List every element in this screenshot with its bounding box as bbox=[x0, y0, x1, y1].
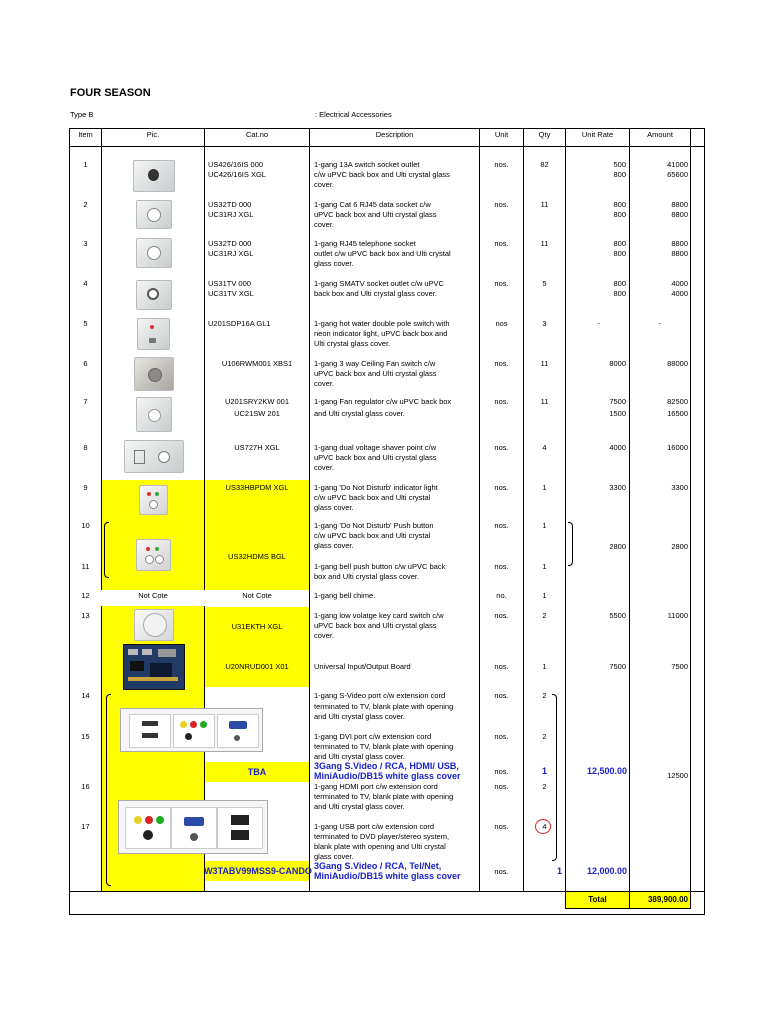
col-header-unit: Unit bbox=[494, 130, 509, 139]
row3-unit: nos. bbox=[494, 239, 509, 248]
row1-amount2: 65600 bbox=[667, 170, 688, 179]
col-header-catno: Cat.no bbox=[245, 130, 269, 139]
row14-desc-line3: and Ulti crystal glass cover. bbox=[314, 712, 405, 721]
row3-qty: 11 bbox=[540, 239, 549, 248]
row9-desc-line1: 1-gang 'Do Not Disturb' indicator light bbox=[314, 483, 438, 492]
row2-rate2: 800 bbox=[613, 210, 626, 219]
row12-pic: Not Cote bbox=[138, 591, 168, 600]
av-plate-w3-image bbox=[118, 800, 268, 854]
row14-qty: 2 bbox=[542, 691, 547, 700]
row3-amount1: 8800 bbox=[671, 239, 688, 248]
row16-item: 16 bbox=[81, 782, 90, 791]
w3-desc-line1: 3Gang S.Video / RCA, Tel/Net, bbox=[314, 861, 442, 871]
row11-qty: 1 bbox=[542, 562, 547, 571]
row14-desc-line2: terminated to TV, blank plate with opening bbox=[314, 702, 454, 711]
row17-desc-line4: glass cover. bbox=[314, 852, 354, 861]
row11-desc-line1: 1-gang bell push button c/w uPVC back bbox=[314, 562, 446, 571]
row5-qty: 3 bbox=[542, 319, 547, 328]
row5-item: 5 bbox=[83, 319, 88, 328]
row3-rate1: 800 bbox=[613, 239, 626, 248]
row12-item: 12 bbox=[81, 591, 90, 600]
row6-unit: nos. bbox=[494, 359, 509, 368]
io-board-image bbox=[123, 644, 185, 690]
row9-desc-line2: c/w uPVC back box and Ulti crystal bbox=[314, 493, 431, 502]
row2-rate1: 800 bbox=[613, 200, 626, 209]
row6-amount1: 88000 bbox=[667, 359, 688, 368]
av-plate-tba-image bbox=[120, 708, 263, 752]
row6-item: 6 bbox=[83, 359, 88, 368]
data-socket-image bbox=[136, 200, 172, 229]
row2-cat-line1: US32TD 000 bbox=[208, 200, 252, 209]
row1-item: 1 bbox=[83, 160, 88, 169]
row15-qty: 2 bbox=[542, 732, 547, 741]
w3-qty: 1 bbox=[556, 866, 562, 876]
row10-11-left-brace bbox=[104, 522, 109, 578]
row17-item: 17 bbox=[81, 822, 90, 831]
col-header-amount: Amount bbox=[647, 130, 673, 139]
row8-rate1: 4000 bbox=[609, 443, 626, 452]
w3-cat: W3TABV99MSS9-CANDO bbox=[204, 866, 312, 876]
row6-cat-line1: U106RWM001 XBS1 bbox=[221, 359, 293, 368]
io-board-cat: U20NRUD001 X01 bbox=[225, 662, 289, 671]
w3-rate: 12,000.00 bbox=[587, 866, 628, 876]
row4-unit: nos. bbox=[494, 279, 509, 288]
row8-desc-line3: cover. bbox=[314, 463, 335, 472]
row1-qty: 82 bbox=[540, 160, 549, 169]
row11-unit: nos. bbox=[494, 562, 509, 571]
socket-outlet-image bbox=[133, 160, 175, 192]
w3-desc-line2: MiniAudio/DB15 white glass cover bbox=[314, 871, 461, 881]
row11-item: 11 bbox=[81, 562, 90, 571]
total-label: Total bbox=[588, 895, 607, 904]
row2-cat-line2: UC31RJ XGL bbox=[208, 210, 254, 219]
row10-desc-line1: 1-gang 'Do Not Disturb' Push button bbox=[314, 521, 434, 530]
row10-desc-line2: c/w uPVC back box and Ulti crystal bbox=[314, 531, 431, 540]
row10-item: 10 bbox=[81, 521, 90, 530]
row17-desc-line1: 1-gang USB port c/w extension cord bbox=[314, 822, 435, 831]
row5-desc-line1: 1-gang hot water double pole switch with bbox=[314, 319, 450, 328]
col-header-pic: Pic. bbox=[146, 130, 160, 139]
rows14-17-left-brace bbox=[106, 694, 111, 886]
row6-desc-line1: 1-gang 3 way Ceiling Fan switch c/w bbox=[314, 359, 436, 368]
row1-amount1: 41000 bbox=[667, 160, 688, 169]
row4-cat-line2: UC31TV XGL bbox=[208, 289, 254, 298]
row17-qty: 4 bbox=[542, 822, 547, 831]
row6-rate1: 8000 bbox=[609, 359, 626, 368]
row15-desc-line2: terminated to TV, blank plate with opening bbox=[314, 742, 454, 751]
row4-desc-line2: back box and Ulti crystal glass cover. bbox=[314, 289, 437, 298]
fan-regulator-image bbox=[136, 397, 172, 432]
row7-item: 7 bbox=[83, 397, 88, 406]
row4-item: 4 bbox=[83, 279, 88, 288]
row4-cat-line1: US31TV 000 bbox=[208, 279, 251, 288]
row2-desc-line3: cover. bbox=[314, 220, 335, 229]
row5-cat-line1: U201SDP16A GL1 bbox=[208, 319, 271, 328]
row4-rate2: 800 bbox=[613, 289, 626, 298]
row9-desc-line3: glass cover. bbox=[314, 503, 354, 512]
io-board-rate: 7500 bbox=[609, 662, 626, 671]
row7-cat-line2: UC21SW 201 bbox=[234, 409, 280, 418]
type-label: Type B bbox=[70, 110, 94, 119]
row2-amount1: 8800 bbox=[671, 200, 688, 209]
row6-desc-line3: cover. bbox=[314, 379, 335, 388]
io-board-qty: 1 bbox=[542, 662, 547, 671]
row13-qty: 2 bbox=[542, 611, 547, 620]
row17-desc-line2: terminated to DVD player/stereo system, bbox=[314, 832, 450, 841]
row10-desc-line3: glass cover. bbox=[314, 541, 354, 550]
row5-desc-line3: Ulti crystal glass cover. bbox=[314, 339, 391, 348]
row9-qty: 1 bbox=[542, 483, 547, 492]
row2-qty: 11 bbox=[540, 200, 549, 209]
row10-11-amount: 2800 bbox=[671, 542, 688, 551]
row15-item: 15 bbox=[81, 732, 90, 741]
row14-item: 14 bbox=[81, 691, 90, 700]
row7-amount1: 82500 bbox=[667, 397, 688, 406]
row14-unit: nos. bbox=[494, 691, 509, 700]
row9-amount1: 3300 bbox=[671, 483, 688, 492]
telephone-socket-image bbox=[136, 238, 172, 268]
row3-rate2: 800 bbox=[613, 249, 626, 258]
row1-cat-line2: UC426/16IS XGL bbox=[208, 170, 266, 179]
row3-item: 3 bbox=[83, 239, 88, 248]
row2-amount2: 8800 bbox=[671, 210, 688, 219]
tba-unit: nos. bbox=[494, 767, 509, 776]
row13-desc-line2: uPVC back box and Ulti crystal glass bbox=[314, 621, 437, 630]
tba-qty: 1 bbox=[541, 766, 547, 776]
tba-amount: 12500 bbox=[667, 771, 688, 780]
io-board-amount: 7500 bbox=[671, 662, 688, 671]
row3-desc-line1: 1-gang RJ45 telephone socket bbox=[314, 239, 416, 248]
tba-desc-line1: 3Gang S.Video / RCA, HDMI/ USB, bbox=[314, 761, 459, 771]
row12-desc-line1: 1-gang bell chime. bbox=[314, 591, 376, 600]
row7-rate2: 1500 bbox=[609, 409, 626, 418]
double-pole-switch-image bbox=[137, 318, 170, 350]
row10-11-rate: 2800 bbox=[609, 542, 626, 551]
row1-cat-line1: US426/16IS 000 bbox=[208, 160, 264, 169]
row2-item: 2 bbox=[83, 200, 88, 209]
row4-amount2: 4000 bbox=[671, 289, 688, 298]
row9-unit: nos. bbox=[494, 483, 509, 492]
row10-unit: nos. bbox=[494, 521, 509, 530]
row8-desc-line1: 1-gang dual voltage shaver point c/w bbox=[314, 443, 437, 452]
row1-desc-line1: 1-gang 13A switch socket outlet bbox=[314, 160, 420, 169]
key-card-switch-image bbox=[134, 609, 174, 641]
row1-rate1: 500 bbox=[613, 160, 626, 169]
row6-desc-line2: uPVC back box and Ulti crystal glass bbox=[314, 369, 437, 378]
row2-unit: nos. bbox=[494, 200, 509, 209]
row4-desc-line1: 1-gang SMATV socket outlet c/w uPVC bbox=[314, 279, 444, 288]
row13-cat: U31EKTH XGL bbox=[231, 622, 283, 631]
row2-desc-line2: uPVC back box and Ulti crystal glass bbox=[314, 210, 437, 219]
row16-qty: 2 bbox=[542, 782, 547, 791]
row7-qty: 11 bbox=[540, 397, 549, 406]
col-header-unit-rate: Unit Rate bbox=[581, 130, 614, 139]
row13-amount1: 11000 bbox=[667, 611, 688, 620]
row13-desc-line3: cover. bbox=[314, 631, 335, 640]
row8-item: 8 bbox=[83, 443, 88, 452]
rows14-17-right-brace bbox=[552, 694, 557, 861]
row1-desc-line2: c/w uPVC back box and Ulti crystal glass bbox=[314, 170, 450, 179]
row3-desc-line3: glass cover. bbox=[314, 259, 354, 268]
row16-desc-line3: and Ulti crystal glass cover. bbox=[314, 802, 405, 811]
row7-desc-line2: and Ulti crystal glass cover. bbox=[314, 409, 405, 418]
row2-desc-line1: 1-gang Cat 6 RJ45 data socket c/w bbox=[314, 200, 431, 209]
row15-unit: nos. bbox=[494, 732, 509, 741]
document-title: FOUR SEASON bbox=[70, 87, 151, 99]
col-header-item: Item bbox=[78, 130, 93, 139]
row4-amount1: 4000 bbox=[671, 279, 688, 288]
row13-item: 13 bbox=[81, 611, 90, 620]
row4-qty: 5 bbox=[542, 279, 547, 288]
row5-desc-line2: neon indicator light, uPVC back box and bbox=[314, 329, 448, 338]
w3-unit: nos. bbox=[494, 867, 509, 876]
row3-desc-line2: outlet c/w uPVC back box and Ulti crystal bbox=[314, 249, 451, 258]
highlight-cat9-11 bbox=[205, 480, 309, 590]
tba-rate: 12,500.00 bbox=[587, 766, 628, 776]
row1-unit: nos. bbox=[494, 160, 509, 169]
row12-unit: no. bbox=[496, 591, 507, 600]
row12-cat: Not Cote bbox=[242, 591, 272, 600]
row3-amount2: 8800 bbox=[671, 249, 688, 258]
row1-desc-line3: cover. bbox=[314, 180, 335, 189]
row8-amount1: 16000 bbox=[667, 443, 688, 452]
row10-11-cat: US32HDMS BGL bbox=[228, 552, 286, 561]
row7-amount2: 16500 bbox=[667, 409, 688, 418]
tba-desc-line2: MiniAudio/DB15 white glass cover bbox=[314, 771, 461, 781]
row8-unit: nos. bbox=[494, 443, 509, 452]
total-value: 389,900.00 bbox=[647, 895, 688, 904]
row17-desc-line3: blank plate with opening and Ulti crystal bbox=[314, 842, 446, 851]
row7-unit: nos. bbox=[494, 397, 509, 406]
io-board-unit: nos. bbox=[494, 662, 509, 671]
row1-rate2: 800 bbox=[613, 170, 626, 179]
row8-cat-line1: US727H XGL bbox=[234, 443, 280, 452]
row14-desc-line1: 1-gang S-Video port c/w extension cord bbox=[314, 691, 446, 700]
row5-unit: nos bbox=[495, 319, 508, 328]
row13-desc-line1: 1-gang low volatge key card switch c/w bbox=[314, 611, 444, 620]
row7-desc-line1: 1-gang Fan regulator c/w uPVC back box bbox=[314, 397, 452, 406]
col-header-qty: Qty bbox=[538, 130, 551, 139]
row11-desc-line2: box and Ulti crystal glass cover. bbox=[314, 572, 420, 581]
row3-cat-line2: UC31RJ XGL bbox=[208, 249, 254, 258]
row8-desc-line2: uPVC back box and Ulti crystal glass bbox=[314, 453, 437, 462]
row5-amount1: - bbox=[658, 319, 661, 328]
row6-qty: 11 bbox=[540, 359, 549, 368]
row8-qty: 4 bbox=[542, 443, 547, 452]
io-board-desc: Universal Input/Output Board bbox=[314, 662, 411, 671]
row16-desc-line1: 1-gang HDMI port c/w extension cord bbox=[314, 782, 438, 791]
row16-unit: nos. bbox=[494, 782, 509, 791]
row7-cat-line1: U201SRY2KW 001 bbox=[224, 397, 290, 406]
row4-rate1: 800 bbox=[613, 279, 626, 288]
row9-cat-line1: US33HBPDM XGL bbox=[225, 483, 289, 492]
row13-unit: nos. bbox=[494, 611, 509, 620]
row7-rate1: 7500 bbox=[609, 397, 626, 406]
row16-desc-line2: terminated to TV, blank plate with opening bbox=[314, 792, 454, 801]
ceiling-fan-switch-image bbox=[134, 357, 174, 391]
dnd-push-button-image bbox=[136, 539, 171, 571]
row9-item: 9 bbox=[83, 483, 88, 492]
category-label: : Electrical Accessories bbox=[315, 110, 392, 119]
row12-qty: 1 bbox=[542, 591, 547, 600]
dnd-indicator-image bbox=[139, 485, 168, 515]
row3-cat-line1: US32TD 000 bbox=[208, 239, 252, 248]
row9-rate1: 3300 bbox=[609, 483, 626, 492]
row13-rate1: 5500 bbox=[609, 611, 626, 620]
tba-cat: TBA bbox=[247, 767, 267, 777]
row15-desc-line1: 1-gang DVI port c/w extension cord bbox=[314, 732, 432, 741]
row15-desc-line3: and Ulti crystal glass cover. bbox=[314, 752, 405, 761]
shaver-point-image bbox=[124, 440, 184, 473]
row5-rate1: - bbox=[597, 319, 600, 328]
highlight-cat13 bbox=[205, 607, 309, 687]
row10-qty: 1 bbox=[542, 521, 547, 530]
col-header-description: Description bbox=[375, 130, 414, 139]
row17-unit: nos. bbox=[494, 822, 509, 831]
tv-socket-image bbox=[136, 280, 172, 310]
